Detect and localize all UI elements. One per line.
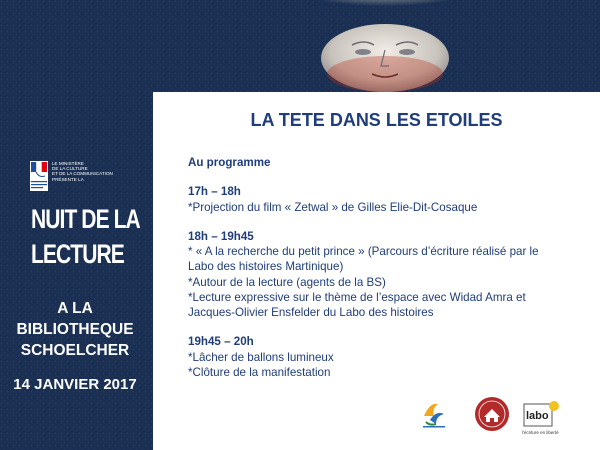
- slot-time: 18h – 19h45: [188, 229, 254, 243]
- slot-item: * « A la recherche du petit prince » (Parcours d’écriture réalisé par le: [188, 245, 539, 259]
- slot-time: 17h – 18h: [188, 185, 241, 199]
- page-title: LA TETE DANS LES ETOILES: [250, 110, 503, 130]
- slot-item: *Lâcher de ballons lumineux: [188, 350, 334, 364]
- venue-line: BIBLIOTHEQUE: [16, 321, 134, 338]
- slot-item: Labo des histoires Martinique): [188, 260, 344, 274]
- ministry-line: PRÉSENTE LA: [52, 176, 84, 182]
- bibliotheque-schoelcher-seal: [474, 396, 510, 432]
- slot-time: 19h45 – 20h: [188, 335, 254, 349]
- labo-des-histoires-logo: [522, 400, 562, 442]
- programme-heading: Au programme: [188, 156, 271, 169]
- programme-slot: [188, 184, 583, 214]
- slot-item: *Clôture de la manifestation: [188, 365, 331, 379]
- ministry-line: DE LA CULTURE: [52, 166, 88, 172]
- event-name-line: NUIT DE LA: [31, 204, 140, 234]
- programme-slot: [188, 229, 583, 320]
- ministry-caption: [52, 161, 140, 182]
- venue: [0, 298, 150, 361]
- venue-line: A LA: [57, 300, 93, 317]
- ministry-line: LE MINISTÈRE: [52, 161, 84, 166]
- partner-logos: [420, 396, 600, 444]
- collectivite-martinique-logo: [420, 398, 448, 430]
- slot-item: *Projection du film « Zetwal » de Gilles Elie-Dit-Cosaque: [188, 200, 478, 214]
- event-name-line: LECTURE: [31, 239, 124, 269]
- venue-line: SCHOELCHER: [20, 342, 130, 359]
- ministry-line: ET DE LA COMMUNICATION: [52, 171, 113, 177]
- labo-name: labo: [526, 410, 549, 422]
- slot-item: Jacques-Olivier Ensfelder du Labo des histoires: [188, 306, 434, 319]
- labo-caption: l'écriture en liberté: [522, 430, 559, 435]
- ministry-logo-block: [30, 161, 140, 195]
- event-date: 14 JANVIER 2017: [13, 376, 137, 393]
- event-name: [31, 202, 140, 272]
- marianne-flag-icon: [30, 161, 48, 191]
- moon-face-image: [321, 24, 449, 92]
- programme-slot: [188, 334, 583, 380]
- programme: [188, 155, 583, 380]
- slot-item: *Autour de la lecture (agents de la BS): [188, 275, 386, 289]
- slot-item: *Lecture expressive sur le thème de l’espace avec Widad Amra et: [188, 290, 526, 304]
